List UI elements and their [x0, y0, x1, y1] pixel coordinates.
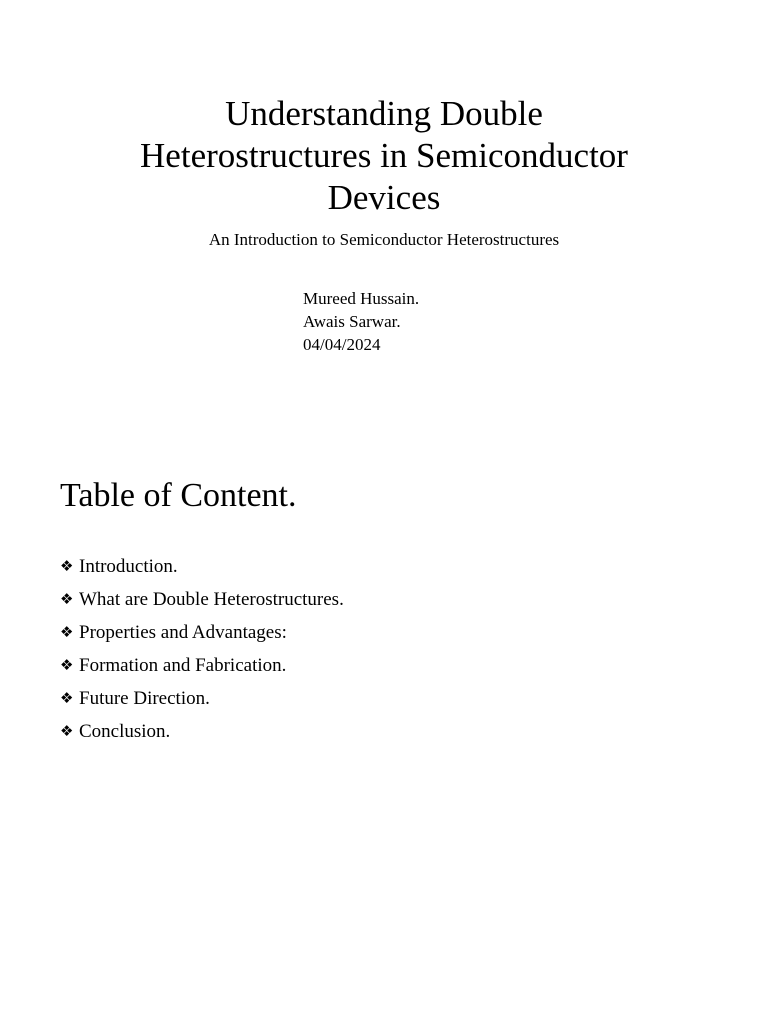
- title-line: Heterostructures in Semiconductor: [140, 136, 628, 175]
- toc-heading: Table of Content.: [60, 477, 297, 514]
- title-line: Devices: [327, 178, 441, 217]
- toc-item-label: Future Direction.: [79, 688, 210, 709]
- diamond-bullet-icon: ❖: [60, 722, 74, 740]
- diamond-bullet-icon: ❖: [60, 656, 74, 674]
- toc-item: [60, 649, 344, 682]
- toc-item-label: What are Double Heterostructures.: [79, 589, 344, 610]
- toc-list: [60, 550, 344, 748]
- toc-item-label: Introduction.: [79, 556, 178, 577]
- author-name: Mureed Hussain.: [303, 289, 420, 308]
- page-title: [0, 93, 768, 219]
- toc-item-label: Formation and Fabrication.: [79, 655, 287, 676]
- toc-item: [60, 715, 344, 748]
- toc-item: [60, 583, 344, 616]
- toc-item: [60, 550, 344, 583]
- subtitle: An Introduction to Semiconductor Heterostructures: [208, 230, 560, 249]
- author-block: [303, 287, 419, 356]
- toc-item: [60, 682, 344, 715]
- date: 04/04/2024: [303, 335, 381, 354]
- toc-item: [60, 616, 344, 649]
- diamond-bullet-icon: ❖: [60, 557, 74, 575]
- title-line: Understanding Double: [225, 94, 543, 133]
- author-name: Awais Sarwar.: [303, 312, 401, 331]
- diamond-bullet-icon: ❖: [60, 689, 74, 707]
- diamond-bullet-icon: ❖: [60, 590, 74, 608]
- toc-item-label: Conclusion.: [79, 721, 171, 742]
- toc-item-label: Properties and Advantages:: [79, 622, 287, 643]
- diamond-bullet-icon: ❖: [60, 623, 74, 641]
- title-slide: [0, 93, 768, 219]
